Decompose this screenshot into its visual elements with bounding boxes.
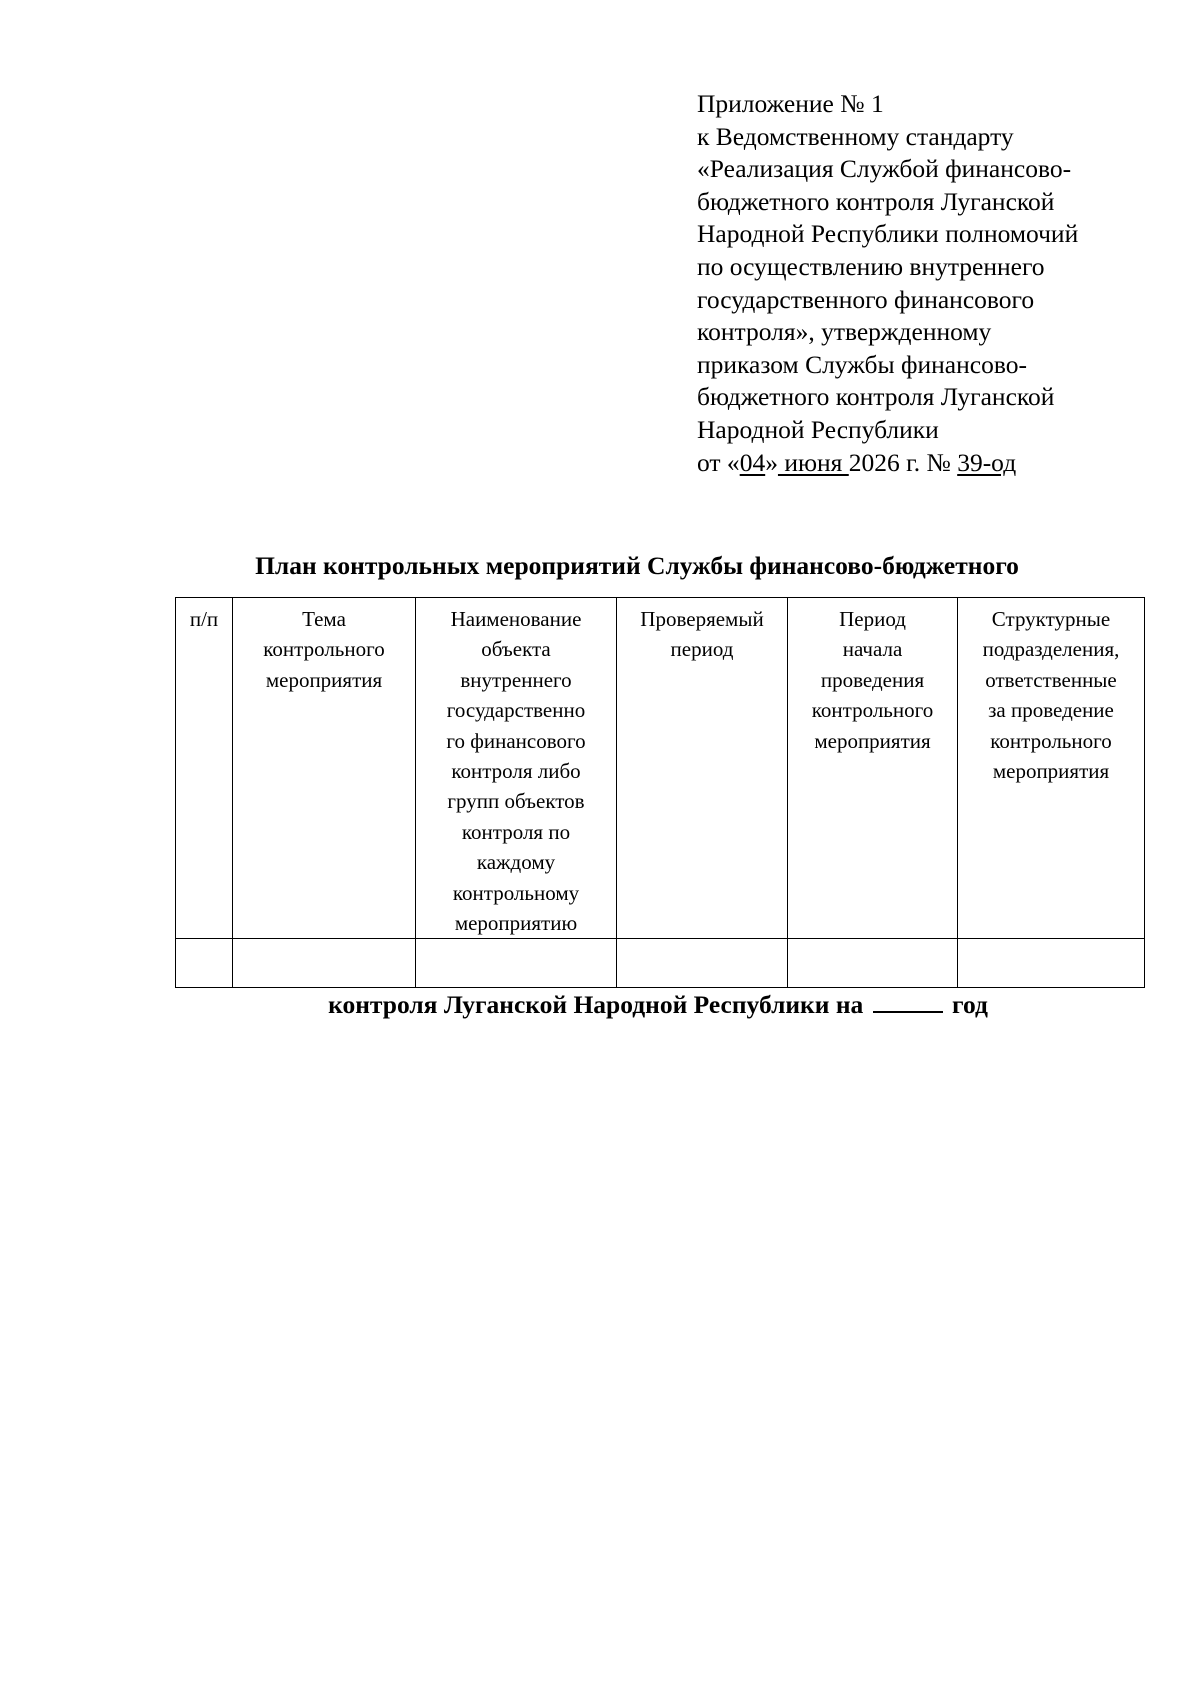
header-line: групп объектов <box>447 789 585 814</box>
column-header-audit-period <box>617 598 788 939</box>
header-line: контрольного <box>263 637 385 662</box>
table-cell <box>416 939 617 988</box>
header-line: контрольному <box>452 880 580 905</box>
column-header-departments <box>958 598 1145 939</box>
plan-footer-year-word: год <box>952 990 988 1019</box>
appendix-line: Приложение № 1 <box>697 89 884 118</box>
appendix-block <box>697 88 1177 479</box>
header-line: начала <box>842 637 903 662</box>
column-header-object <box>416 598 617 939</box>
table-cell <box>958 939 1145 988</box>
header-line: государственно <box>446 698 586 723</box>
plan-title-text: План контрольных мероприятий Службы финансово-бюджетного <box>255 551 1019 580</box>
header-line: го финансового <box>446 728 586 753</box>
table-cell <box>788 939 958 988</box>
table-header-row <box>176 598 1145 939</box>
header-line: контроля либо <box>451 759 581 784</box>
appendix-line: приказом Службы финансово- <box>697 349 1027 379</box>
appendix-line: к Ведомственному стандарту <box>697 121 1014 151</box>
order-number: 39-од <box>957 447 1017 477</box>
header-line: мероприятию <box>454 911 578 936</box>
appendix-line: государственного финансового <box>697 284 1035 314</box>
header-line: контроля по <box>461 819 571 844</box>
appendix-line: Народной Республики полномочий <box>697 219 1079 249</box>
header-line: Структурные <box>991 607 1111 631</box>
header-line: каждому <box>476 850 556 875</box>
header-line: за проведение <box>988 698 1114 723</box>
header-line: проведения <box>820 667 925 692</box>
table-cell <box>233 939 416 988</box>
appendix-line: Народной Республики <box>697 414 939 444</box>
header-line: Проверяемый <box>640 607 764 631</box>
year-blank-line <box>873 989 943 1013</box>
plan-table <box>175 597 1145 988</box>
appendix-line: контроля», утвержденному <box>697 317 992 347</box>
header-line: Период <box>839 607 906 631</box>
header-line: п/п <box>189 607 219 631</box>
column-header-number <box>176 598 233 939</box>
table-cell <box>176 939 233 988</box>
header-line: контрольного <box>990 728 1112 753</box>
header-line: контрольного <box>811 698 934 723</box>
appendix-line: бюджетного контроля Луганской <box>697 186 1055 216</box>
appendix-line: по осуществлению внутреннего <box>697 251 1045 281</box>
table-row <box>176 939 1145 988</box>
column-header-start-period <box>788 598 958 939</box>
date-prefix: от « <box>697 447 740 477</box>
plan-footer-text: контроля Луганской Народной Республики на <box>328 990 864 1019</box>
header-line: внутреннего <box>460 667 572 692</box>
header-line: объекта <box>481 637 551 662</box>
plan-title <box>0 550 1200 582</box>
appendix-date-line <box>697 447 1177 480</box>
date-day: 04 <box>739 447 766 477</box>
date-month: июня <box>777 447 849 477</box>
header-line: мероприятия <box>992 759 1110 784</box>
header-line: мероприятия <box>265 667 383 692</box>
header-line: период <box>670 637 734 662</box>
header-line: Наименование <box>450 607 582 631</box>
plan-title-continuation <box>0 989 1200 1021</box>
header-line: ответственные <box>985 667 1117 692</box>
table-cell <box>617 939 788 988</box>
date-year: 2026 г. № <box>848 447 958 477</box>
header-line: подразделения, <box>982 637 1120 662</box>
header-line: мероприятия <box>814 728 931 753</box>
appendix-line: «Реализация Службой финансово- <box>697 154 1072 184</box>
header-line: Тема <box>302 607 346 631</box>
plan-footer-inner <box>328 990 988 1019</box>
date-quote-close: » <box>765 447 778 477</box>
appendix-line: бюджетного контроля Луганской <box>697 382 1055 412</box>
column-header-topic <box>233 598 416 939</box>
